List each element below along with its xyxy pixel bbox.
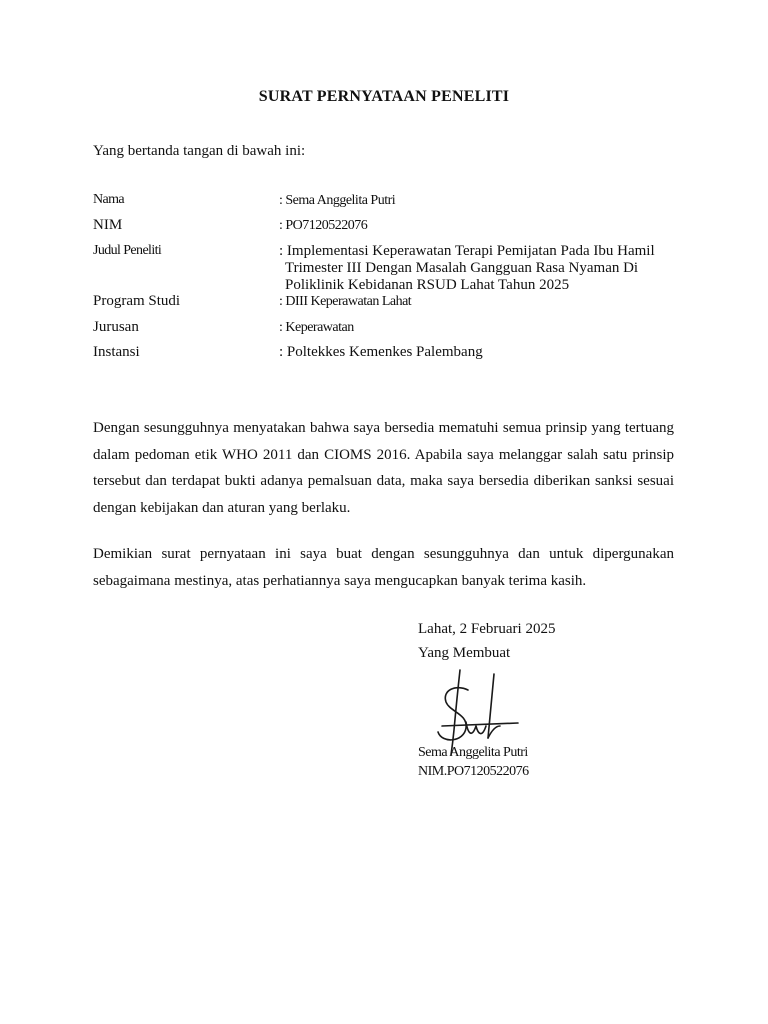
field-label-nim: NIM [93,217,123,233]
field-label-judul-peneliti: Judul Peneliti [93,243,162,258]
field-value-judul-peneliti [279,243,679,294]
closing-paragraph: Demikian surat pernyataan ini saya buat dengan sesungguhnya dan untuk dipergunakan sebagaimana mestinya, atas perhatiannya saya mengucapkan banyak terima kasih. [93,546,674,589]
field-value-instansi [279,344,679,361]
field-value-nim [279,217,679,234]
document-title: SURAT PERNYATAAN PENELITI [258,88,510,105]
field-label-jurusan: Jurusan [93,319,139,335]
field-value-line: : Implementasi Keperawatan Terapi Pemijatan Pada Ibu Hamil [279,243,655,259]
signatory-name: Sema Anggelita Putri [418,745,528,760]
field-value-program-studi [279,293,679,310]
field-value-nama [279,192,679,209]
signer-role: Yang Membuat [418,645,511,661]
field-label-nama: Nama [93,192,125,207]
place-date: Lahat, 2 Februari 2025 [418,621,556,637]
field-value-jurusan [279,319,679,336]
field-value-line: : Sema Anggelita Putri [279,193,396,208]
signatory-nim: NIM.PO7120522076 [418,764,529,779]
field-value-line: Trimester III Dengan Masalah Gangguan Rasa Nyaman Di [285,260,639,276]
field-value-line: : DIII Keperawatan Lahat [279,294,412,309]
field-value-line: : Keperawatan [279,320,354,335]
field-label-instansi: Instansi [93,344,140,360]
field-label-program-studi: Program Studi [93,293,181,309]
field-value-line: Poliklinik Kebidanan RSUD Lahat Tahun 2025 [285,277,570,293]
field-value-line: : Poltekkes Kemenkes Palembang [279,344,483,360]
statement-paragraph: Dengan sesungguhnya menyatakan bahwa saya bersedia mematuhi semua prinsip yang tertuang dalam pedoman etik WHO 2011 dan CIOMS 2016. Apabila saya melanggar salah satu prinsip tersebut dan terdapat bukti adanya pemalsuan data, maka saya bersedia diberikan sanksi sesuai dengan kebijakan dan aturan yang berlaku. [93,420,674,516]
field-value-line: : PO7120522076 [279,218,368,233]
intro-text: Yang bertanda tangan di bawah ini: [93,143,306,159]
